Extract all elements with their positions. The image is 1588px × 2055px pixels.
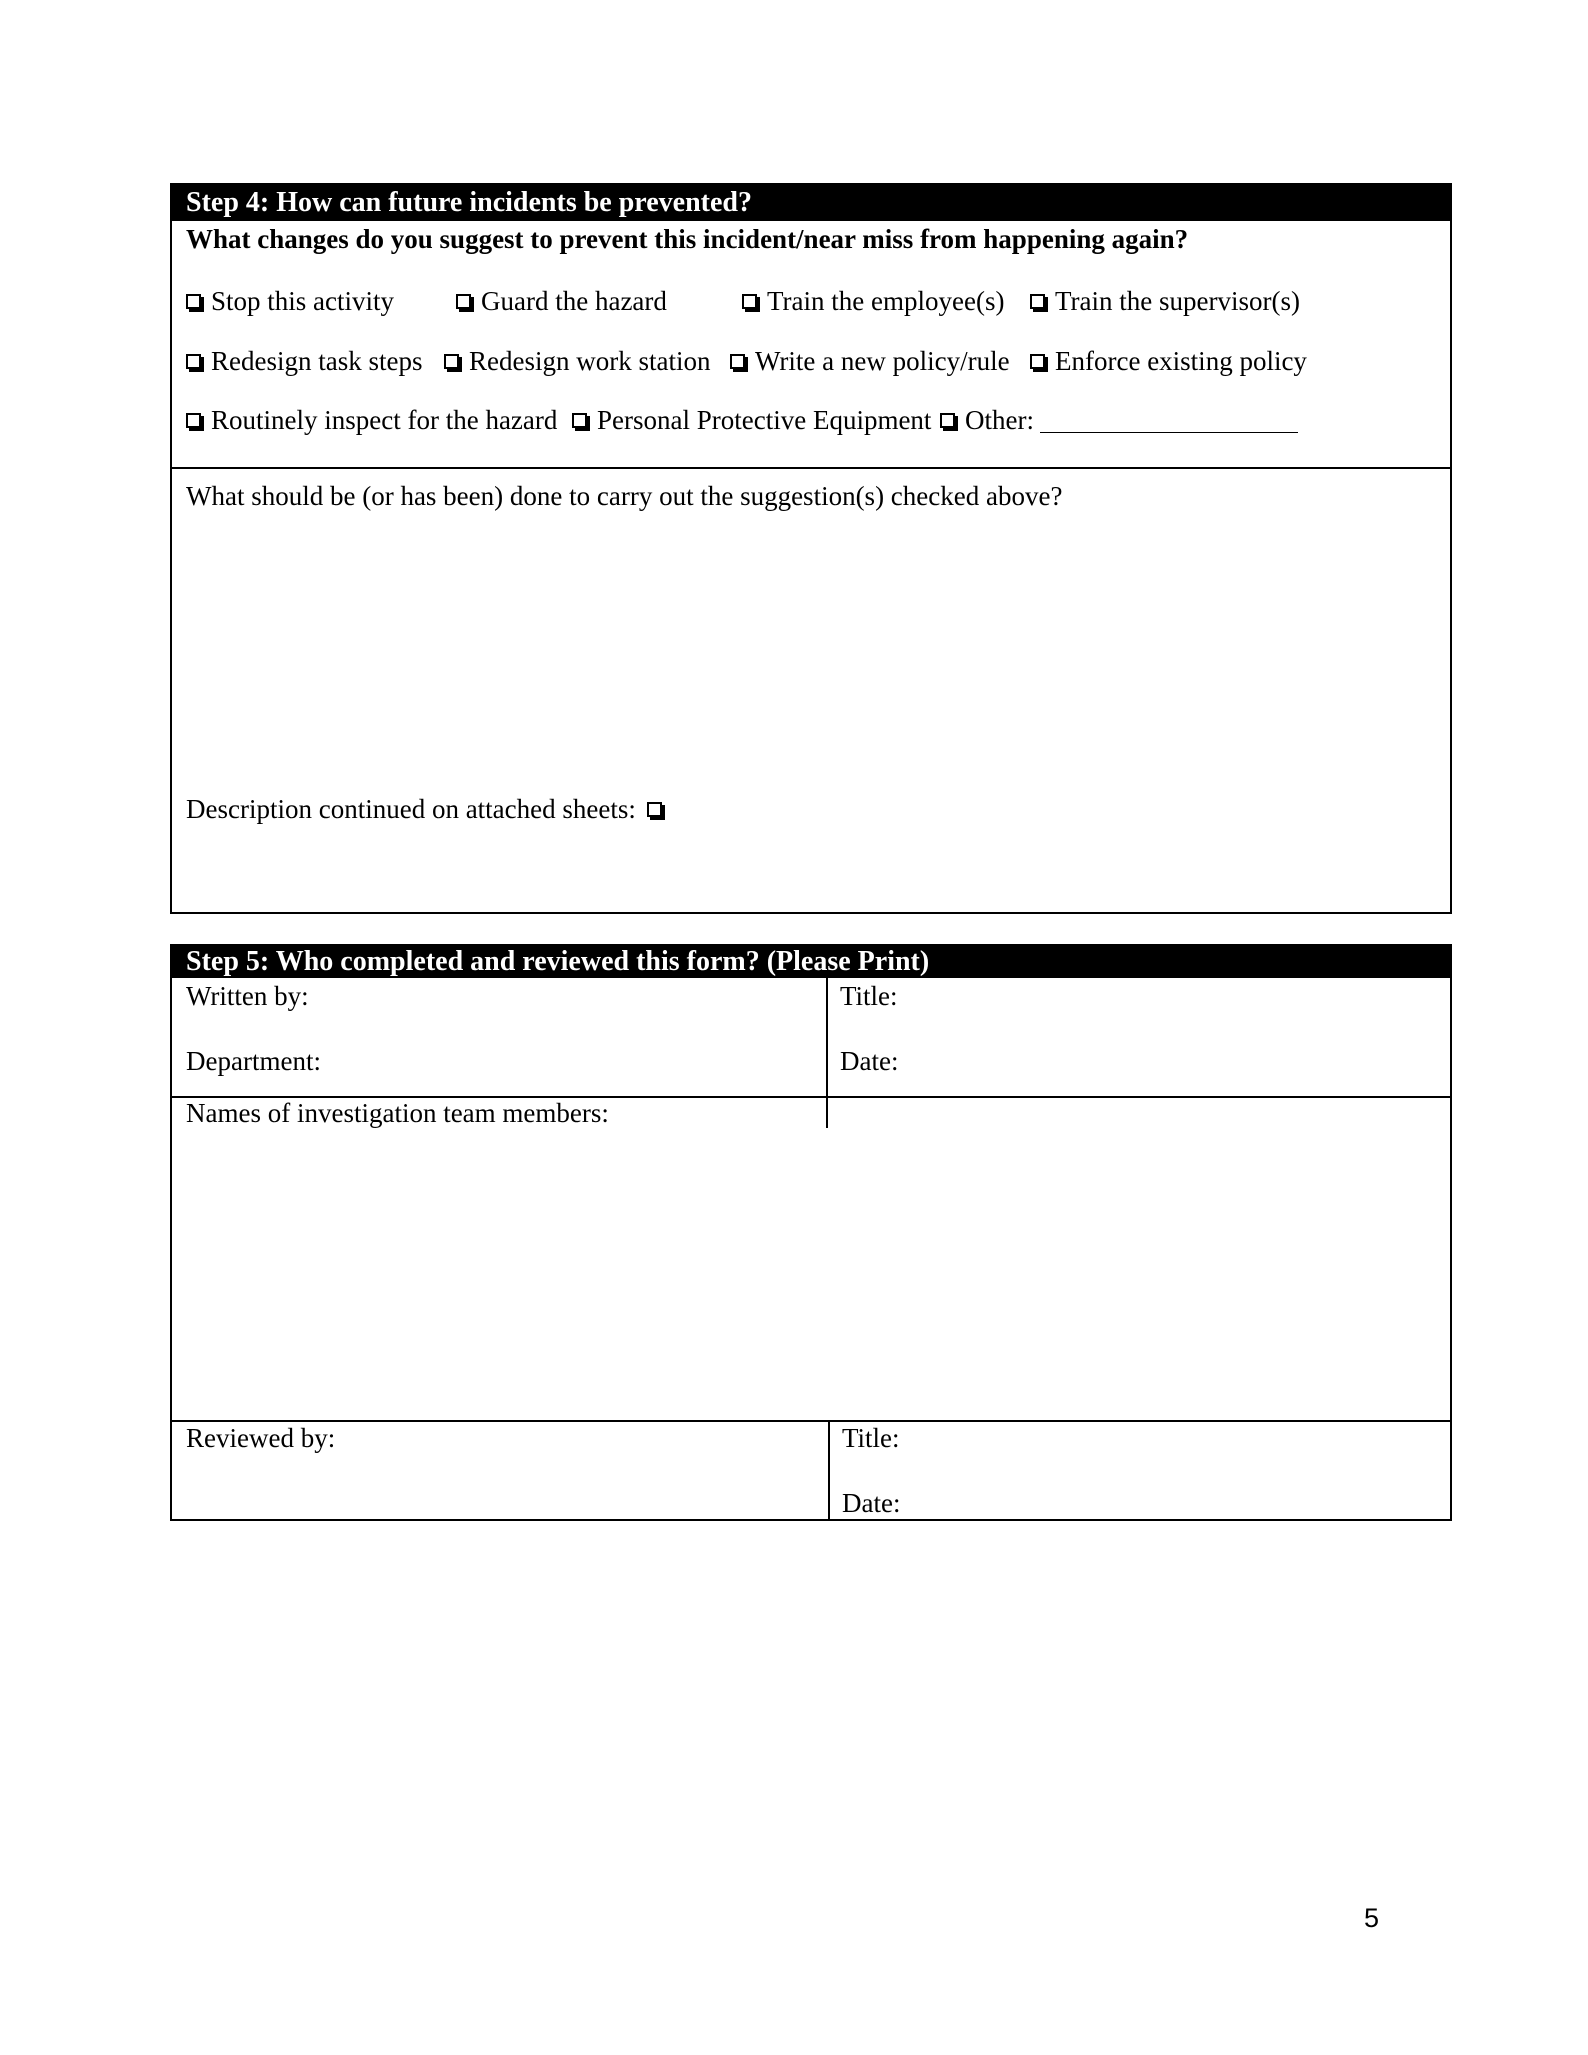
continued-label: Description continued on attached sheets: — [186, 794, 636, 824]
option-redesign-task[interactable] — [186, 345, 422, 377]
option-guard-hazard[interactable] — [456, 285, 667, 317]
divider — [172, 467, 1450, 469]
checkbox-icon[interactable] — [940, 413, 955, 428]
followup-question: What should be (or has been) done to carry out the suggestion(s) checked above? — [186, 481, 1063, 511]
checkbox-icon[interactable] — [730, 354, 745, 369]
checkbox-icon[interactable] — [742, 294, 757, 309]
team-members-label: Names of investigation team members: — [186, 1098, 609, 1128]
checkbox-icon[interactable] — [647, 802, 662, 817]
checkbox-icon[interactable] — [186, 294, 201, 309]
option-label: Other: — [965, 405, 1034, 435]
divider — [826, 978, 828, 1128]
divider — [172, 1420, 1450, 1422]
checkbox-icon[interactable] — [444, 354, 459, 369]
checkbox-icon[interactable] — [1030, 354, 1045, 369]
option-label: Guard the hazard — [481, 286, 667, 316]
option-inspect-hazard[interactable] — [186, 404, 557, 436]
checkbox-icon[interactable] — [186, 354, 201, 369]
option-ppe[interactable] — [572, 404, 931, 436]
divider — [828, 1420, 830, 1521]
written-by-label: Written by: — [186, 981, 309, 1011]
option-train-supervisor[interactable] — [1030, 285, 1300, 317]
option-label: Stop this activity — [211, 286, 395, 316]
step5-header: Step 5: Who completed and reviewed this form? (Please Print) — [172, 946, 1450, 978]
option-label: Redesign work station — [469, 346, 711, 376]
option-label: Redesign task steps — [211, 346, 423, 376]
step4-section — [170, 183, 1452, 914]
step4-question: What changes do you suggest to prevent this incident/near miss from happening again? — [186, 224, 1189, 254]
checkbox-icon[interactable] — [1030, 294, 1045, 309]
option-redesign-station[interactable] — [444, 345, 710, 377]
option-other[interactable] — [940, 404, 1298, 436]
checkbox-icon[interactable] — [572, 413, 587, 428]
checkbox-icon[interactable] — [456, 294, 471, 309]
date-label-2: Date: — [842, 1488, 901, 1518]
checkbox-icon[interactable] — [186, 413, 201, 428]
continued-on-sheets[interactable] — [186, 793, 672, 825]
option-label: Personal Protective Equipment — [597, 405, 932, 435]
page-number: 5 — [1364, 1903, 1380, 1933]
option-label: Enforce existing policy — [1055, 346, 1307, 376]
option-enforce-policy[interactable] — [1030, 345, 1307, 377]
option-label: Train the supervisor(s) — [1055, 286, 1300, 316]
date-label: Date: — [840, 1046, 899, 1076]
option-label: Write a new policy/rule — [755, 346, 1010, 376]
reviewed-by-label: Reviewed by: — [186, 1423, 336, 1453]
department-label: Department: — [186, 1046, 321, 1076]
option-train-employee[interactable] — [742, 285, 1004, 317]
option-label: Train the employee(s) — [767, 286, 1005, 316]
option-new-policy[interactable] — [730, 345, 1010, 377]
option-label: Routinely inspect for the hazard — [211, 405, 558, 435]
step5-section — [170, 944, 1452, 1521]
title-label: Title: — [840, 981, 898, 1011]
step4-header: Step 4: How can future incidents be prevented? — [172, 185, 1450, 221]
option-stop-activity[interactable] — [186, 285, 394, 317]
other-input-line[interactable] — [1040, 410, 1298, 433]
title-label-2: Title: — [842, 1423, 900, 1453]
